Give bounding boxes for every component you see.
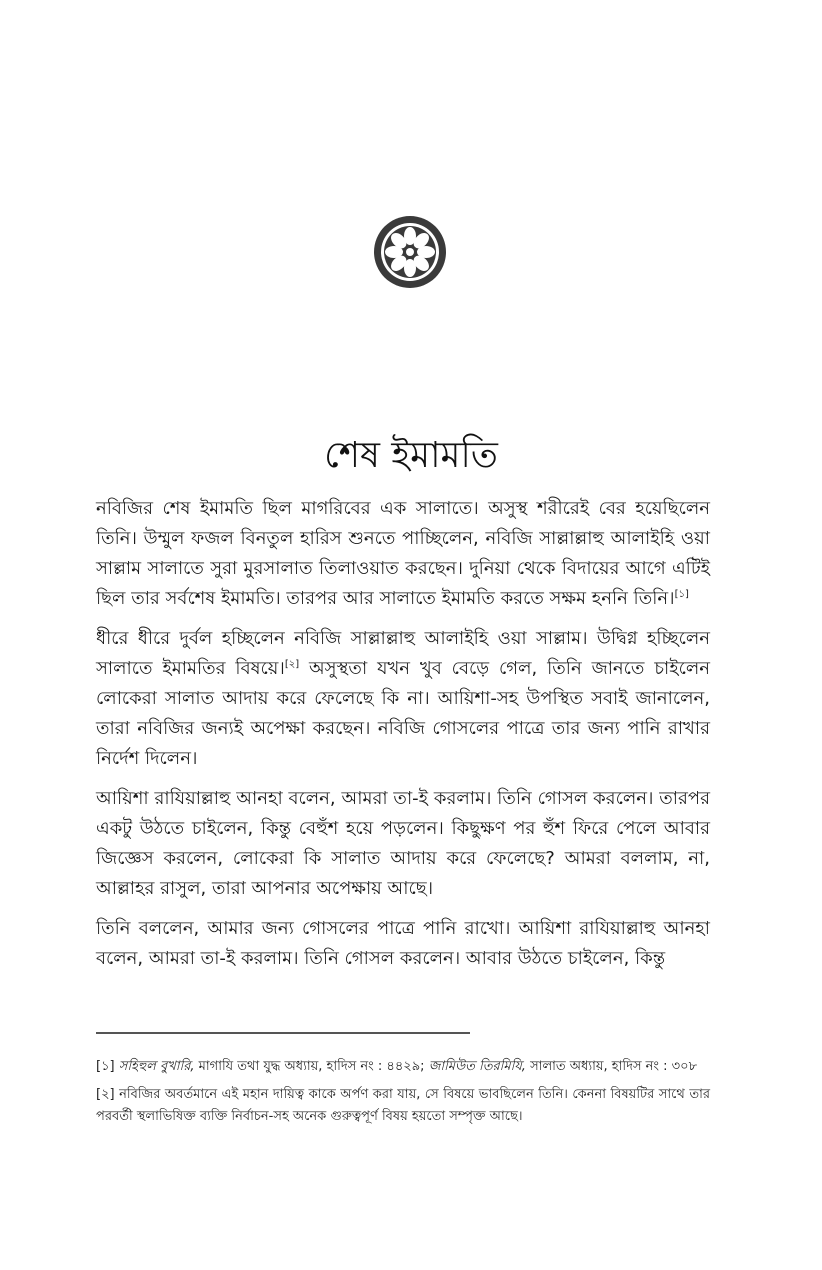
footnote-marker: [১] (96, 1059, 115, 1074)
paragraph-text: আয়িশা রাযিয়াল্লাহু আনহা বলেন, আমরা তা-ই করলাম। তিনি গোসল করলেন। তারপর একটু উঠতে চাইলেন, কিন্তু বেহুঁশ হয়ে পড়লেন। কিছুক্ষণ পর হুঁশ ফিরে পেলে আবার জিজ্ঞেস করলেন, লোকেরা কি সালাত আদায় করে ফেলেছে? আমরা বললাম, না, আল্লাহর রাসুল, তারা আপনার অপেক্ষায় আছে। (96, 788, 710, 899)
chapter-body (96, 494, 710, 984)
footnote-source: জামিউত তিরমিযি, (428, 1059, 526, 1074)
paragraph-text: নবিজির শেষ ইমামতি ছিল মাগরিবের এক সালাতে। অসুস্থ শরীরেই বের হয়েছিলেন তিনি। উম্মুল ফজল বিনতুল হারিস শুনতে পাচ্ছিলেন, নবিজি সাল্লাল্লাহু আলাইহি ওয়া সাল্লাম সালাতে সুরা মুরসালাত তিলাওয়াত করছেন। দুনিয়া থেকে বিদায়ের আগে এটিই ছিল তার সর্বশেষ ইমামতি। তারপর আর সালাতে ইমামতি করতে সক্ষম হননি তিনি। (96, 498, 710, 609)
footnote-1 (96, 1056, 710, 1078)
footnote-detail: সালাত অধ্যায়, হাদিস নং : ৩০৮ (525, 1059, 698, 1074)
paragraph-3 (96, 784, 710, 904)
footnote-marker: [২] (96, 1087, 115, 1102)
paragraph-4 (96, 914, 710, 974)
footnote-ref-1[interactable]: [১] (674, 589, 689, 600)
paragraph-text: অসুস্থতা যখন খুব বেড়ে গেল, তিনি জানতে চাইলেন লোকেরা সালাত আদায় করে ফেলেছে কি না। আয়িশা-সহ উপস্থিত সবাই জানালেন, তারা নবিজির জন্যই অপেক্ষা করছেন। নবিজি গোসলের পাত্রে তার জন্য পানি রাখার নির্দেশ দিলেন। (96, 658, 711, 769)
footnote-2 (96, 1084, 710, 1128)
footnotes (96, 1056, 710, 1134)
footnote-divider (96, 1032, 470, 1034)
flower-ornament-icon (372, 214, 448, 290)
footnote-ref-2[interactable]: [২] (284, 659, 300, 670)
chapter-title: শেষ ইমামতি (324, 435, 498, 476)
footnote-detail: মাগাযি তথা যুদ্ধ অধ্যায়, হাদিস নং : ৪৪২৯; (194, 1059, 425, 1074)
paragraph-1 (96, 494, 710, 614)
footnote-source: সহিহুল বুখারি, (118, 1059, 195, 1074)
paragraph-text: ধীরে ধীরে দুর্বল হচ্ছিলেন নবিজি সাল্লাল্লাহু আলাইহি ওয়া সাল্লাম। উদ্বিগ্ন হচ্ছিলেন সালাতে ইমামতির বিষয়ে। (96, 628, 710, 679)
footnote-text: নবিজির অবর্তমানে এই মহান দায়িত্ব কাকে অর্পণ করা যায়, সে বিষয়ে ভাবছিলেন তিনি। কেননা বিষয়টির সাথে তার পরবর্তী স্থলাভিষিক্ত ব্যক্তি নির্বাচন-সহ অনেক গুরুত্বপূর্ণ বিষয় হয়তো সম্পৃক্ত আছে। (96, 1087, 710, 1124)
paragraph-2 (96, 624, 710, 774)
paragraph-text: তিনি বললেন, আমার জন্য গোসলের পাত্রে পানি রাখো। আয়িশা রাযিয়াল্লাহু আনহা বলেন, আমরা তা-ই করলাম। তিনি গোসল করলেন। আবার উঠতে চাইলেন, কিন্তু (96, 918, 710, 969)
